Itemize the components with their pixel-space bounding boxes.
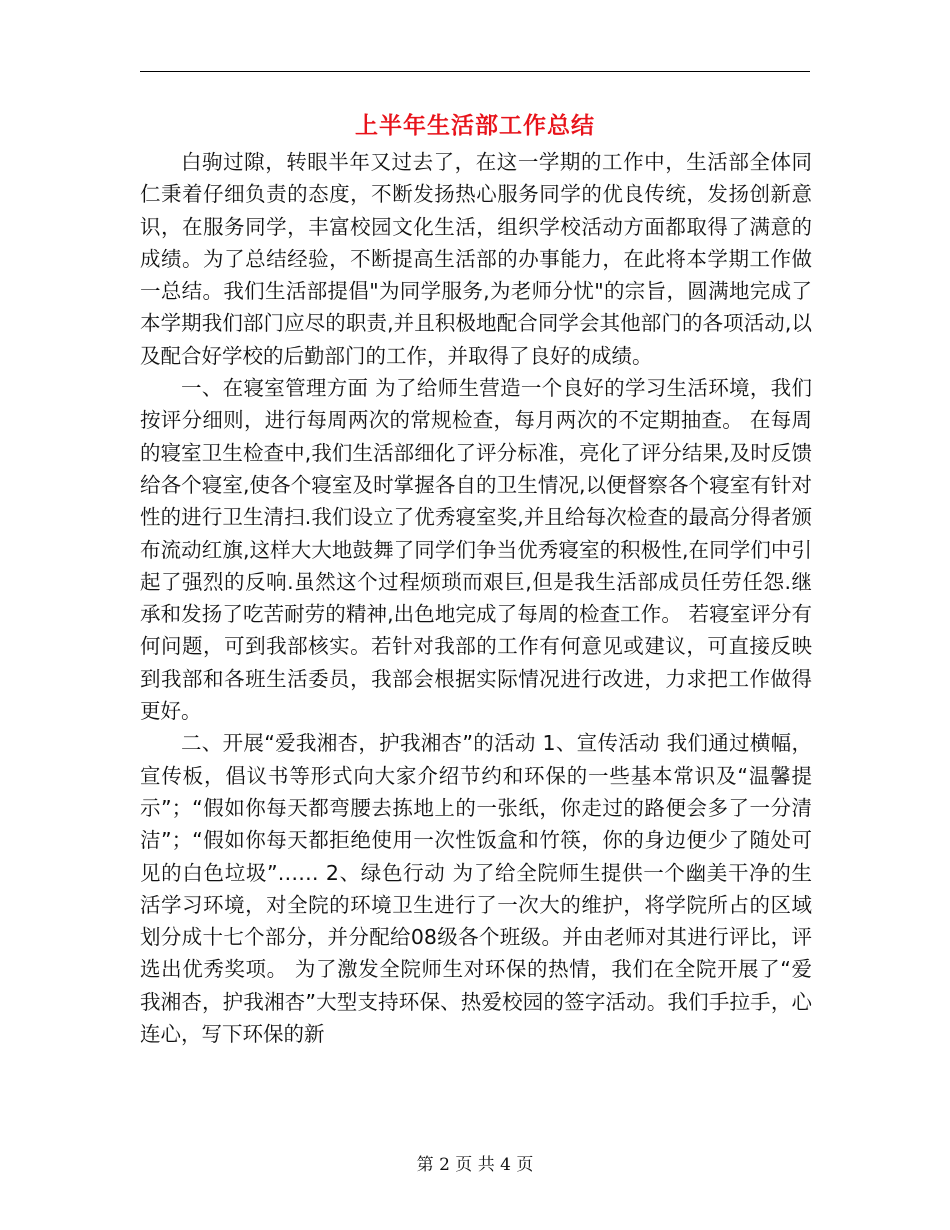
- paragraph-intro: 白驹过隙，转眼半年又过去了，在这一学期的工作中，生活部全体同仁秉着仔细负责的态度，不断发扬热心服务同学的优良传统，发扬创新意识，在服务同学，丰富校园文化生活，组织学校活动方面都取得了满意的成绩。为了总结经验，不断提高生活部的办事能力，在此将本学期工作做一总结。我们生活部提倡"为同学服务,为老师分忧"的宗旨，圆满地完成了本学期我们部门应尽的职责,并且积极地配合同学会其他部门的各项活动,以及配合好学校的后勤部门的工作，并取得了良好的成绩。: [140, 150, 812, 368]
- document-title: 上半年生活部工作总结: [355, 113, 595, 139]
- document-body: [140, 146, 812, 1050]
- header-rule: [140, 71, 810, 72]
- paragraph-dormitory-management: 一、在寝室管理方面 为了给师生营造一个良好的学习生活环境，我们按评分细则，进行每周两次的常规检查，每月两次的不定期抽查。 在每周的寝室卫生检查中,我们生活部细化了评分标准，亮化了评分结果,及时反馈给各个寝室,使各个寝室及时掌握各自的卫生情况,以便督察各个寝室有针对性的进行卫生清扫.我们设立了优秀寝室奖,并且给每次检查的最高分得者颁布流动红旗,这样大大地鼓舞了同学们争当优秀寝室的积极性,在同学们中引起了强烈的反响.虽然这个过程烦琐而艰巨,但是我生活部成员任劳任怨.继承和发扬了吃苦耐劳的精神,出色地完成了每周的检查工作。 若寝室评分有何问题，可到我部核实。若针对我部的工作有何意见或建议，可直接反映到我部和各班生活委员，我部会根据实际情况进行改进，力求把工作做得更好。: [140, 376, 812, 724]
- paragraph-campus-activity: 二、开展“爱我湘杏，护我湘杏”的活动 1、宣传活动 我们通过横幅，宣传板，倡议书等形式向大家介绍节约和环保的一些基本常识及“温馨提示”；“假如你每天都弯腰去拣地上的一张纸，你走过的路便会多了一分清洁”；“假如你每天都拒绝使用一次性饭盒和竹筷，你的身边便少了随处可见的白色垃圾”…… 2、绿色行动 为了给全院师生提供一个幽美干净的生活学习环境，对全院的环境卫生进行了一次大的维护，将学院所占的区域划分成十七个部分，并分配给08级各个班级。并由老师对其进行评比，评选出优秀奖项。 为了激发全院师生对环保的热情，我们在全院开展了“爱我湘杏，护我湘杏”大型支持环保、热爱校园的签字活动。我们手拉手，心连心，写下环保的新: [140, 731, 812, 1047]
- page-number-footer: 第 2 页 共 4 页: [416, 1155, 534, 1175]
